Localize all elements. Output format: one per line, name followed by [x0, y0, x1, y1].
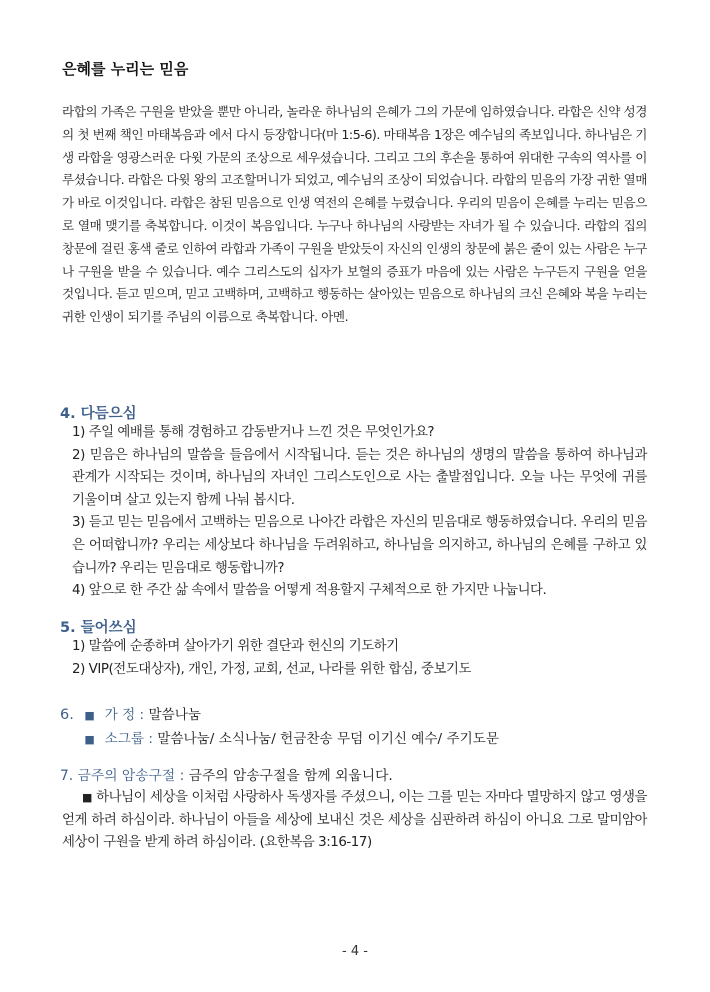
- list-item: 2) VIP(전도대상자), 개인, 가정, 교회, 선교, 나라를 위한 합심, 중보기도: [72, 661, 471, 677]
- page-number: - 4 -: [342, 944, 368, 959]
- list-item: 1) 말씀에 순종하며 살아가기 위한 결단과 헌신의 기도하기: [72, 639, 399, 654]
- section-7-intro: 금주의 암송구절을 함께 외웁니다.: [188, 768, 393, 784]
- section-6: [60, 704, 499, 751]
- section-7-heading: 7. 금주의 암송구절 :: [60, 768, 185, 784]
- section-6-row-smallgroup: [60, 728, 499, 752]
- list-item: 1) 주일 예배를 통해 경험하고 감동받거나 느낀 것은 무엇인가요?: [72, 425, 435, 440]
- section-6-number: 6.: [60, 707, 74, 723]
- memory-verse-text: 하나님이 세상을 이처럼 사랑하사 독생자를 주셨으니, 이는 그를 믿는 자마다 멸망하지 않고 영생을 얻게 하려 하심이라. 하나님이 아들을 세상에 보내신 것은 세상을 심판하려 하심이 아니요 그로 말미암아 세상이 구원을 받게 하려 하심이라. (요한복음 3:16-17): [62, 790, 647, 851]
- square-bullet-icon: ■: [82, 791, 93, 804]
- list-item: 2) 믿음은 하나님의 말씀을 들음에서 시작됩니다. 듣는 것은 하나님의 생명의 말씀을 통하여 하나님과 관계가 시작되는 것이며, 하나님의 자녀인 그리스도인으로 사는 출발점입니다. 오늘 나는 무엇에 귀를 기울이며 살고 있는지 함께 나눠 봅시다.: [72, 447, 647, 508]
- section-7-heading-line: [60, 764, 393, 784]
- square-bullet-icon: ■: [84, 709, 95, 722]
- section-6-row-family: [60, 704, 499, 728]
- square-bullet-icon: ■: [84, 732, 95, 746]
- section-5-heading: 5. 들어쓰심: [60, 620, 137, 636]
- body-paragraph: 라합의 가족은 구원을 받았을 뿐만 아니라, 놀라운 하나님의 은혜가 그의 가문에 임하였습니다. 라합은 신약 성경의 첫 번째 책인 마태복음과 에서 다시 등장합니다(마 1:5-6). 마태복음 1장은 예수님의 족보입니다. 하나님은 기생 라합을 영광스러운 다윗 가문의 조상으로 세우셨습니다. 그리고 그의 후손을 통하여 위대한 구속의 역사를 이루셨습니다. 라합은 다윗 왕의 고조할머니가 되었고, 예수님의 조상이 되었습니다. 라합의 믿음의 가장 귀한 열매가 바로 이것입니다. 라합은 참된 믿음으로 인생 역전의 은혜를 누렸습니다. 우리의 믿음이 은혜를 누리는 믿음으로 열매 맺기를 축복합니다. 이것이 복음입니다. 누구나 하나님의 사랑받는 자녀가 될 수 있습니다. 라합의 집의 창문에 걸린 홍색 줄로 인하여 라합과 가족이 구원을 받았듯이 자신의 인생의 창문에 붉은 줄이 있는 사람은 누구나 구원을 받을 수 있습니다. 예수 그리스도의 십자가 보혈의 증표가 마음에 있는 사람은 누구든지 구원을 얻을 것입니다. 듣고 믿으며, 믿고 고백하며, 고백하고 행동하는 살아있는 믿음으로 하나님의 크신 은혜와 복을 누리는 귀한 인생이 되기를 주님의 이름으로 축복합니다. 아멘.: [62, 104, 647, 325]
- section-4-heading: 4. 다듬으심: [60, 406, 137, 422]
- row-value: 말씀나눔/ 소식나눔/ 헌금찬송 무덤 이기신 예수/ 주기도문: [157, 730, 499, 747]
- section-5-list: [62, 636, 647, 681]
- row-value: 말씀나눔: [148, 707, 202, 723]
- section-4-list: [62, 422, 647, 603]
- row-label: 가 정 :: [104, 707, 145, 723]
- section-title: 은혜를 누리는 믿음: [62, 60, 189, 78]
- row-label: 소그룹 :: [104, 730, 153, 747]
- memory-verse: [62, 787, 647, 855]
- list-item: 4) 앞으로 한 주간 삶 속에서 말씀을 어떻게 적용할지 구체적으로 한 가지만 나눕니다.: [72, 583, 547, 599]
- list-item: 3) 듣고 믿는 믿음에서 고백하는 믿음으로 나아간 라합은 자신의 믿음대로 행동하였습니다. 우리의 믿음은 어떠합니까? 우리는 세상보다 하나님을 두려워하고, 하나님을 의지하고, 하나님의 은혜를 구하고 있습니까? 우리는 믿음대로 행동합니까?: [72, 515, 647, 576]
